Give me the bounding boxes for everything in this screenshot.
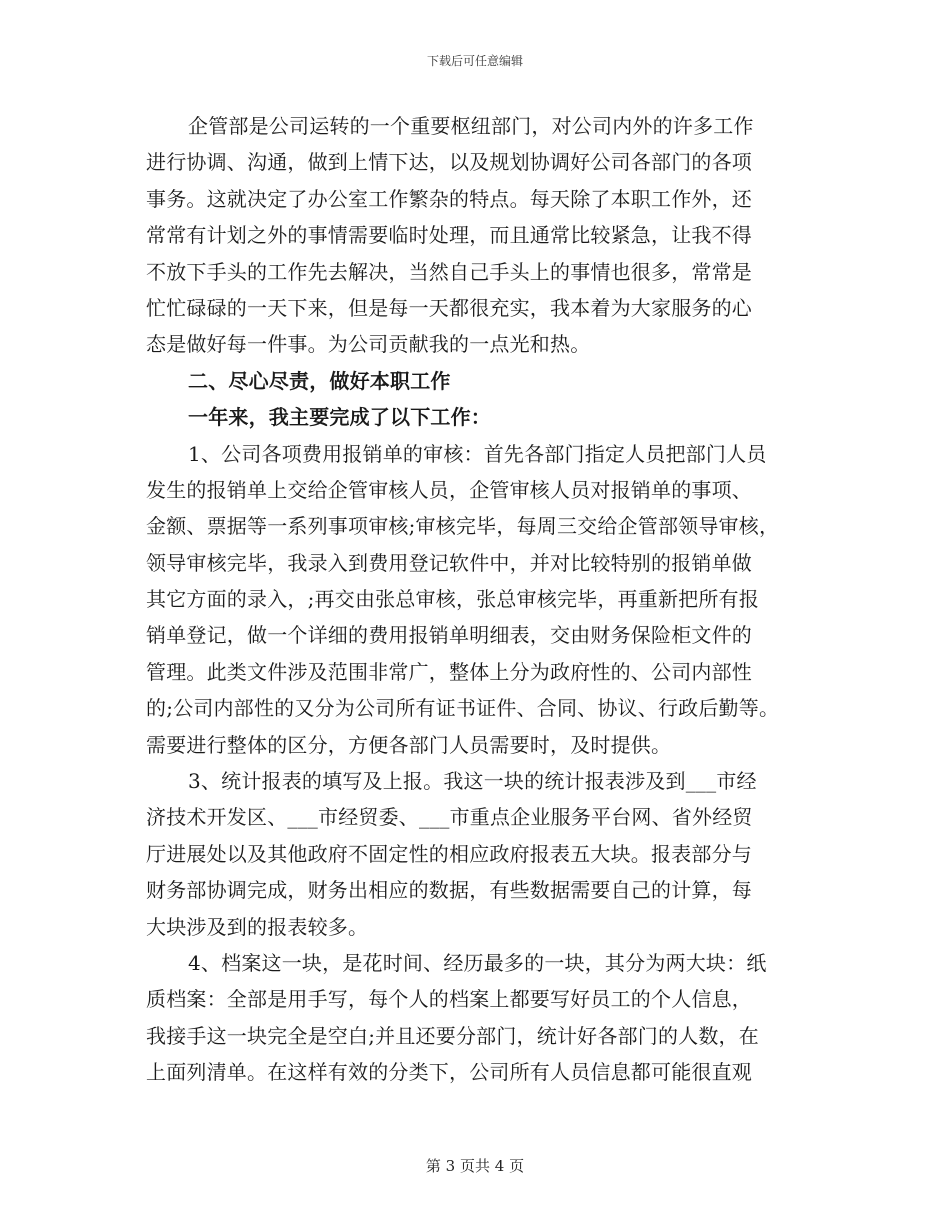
- paragraph-line: 销单登记，做一个详细的费用报销单明细表，交由财务保险柜文件的: [146, 623, 752, 648]
- paragraph-line: 济技术开发区、___市经贸委、___市重点企业服务平台网、省外经贸: [146, 805, 753, 830]
- paragraph-line: 不放下手头的工作先去解决，当然自己手头上的事情也很多，常常是: [146, 259, 752, 284]
- paragraph-line: 财务部协调完成，财务出相应的数据，有些数据需要自己的计算，每: [146, 878, 752, 903]
- paragraph-line: 上面列清单。在这样有效的分类下，公司所有人员信息都可能很直观: [146, 1060, 752, 1085]
- paragraph-line: 大块涉及到的报表较多。: [146, 914, 369, 939]
- paragraph-line: 其它方面的录入，;再交由张总审核，张总审核完毕，再重新把所有报: [146, 587, 759, 612]
- paragraph-line: 厅进展处以及其他政府不固定性的相应政府报表五大块。报表部分与: [146, 841, 752, 866]
- paragraph-line: 我接手这一块完全是空白;并且还要分部门，统计好各部门的人数，在: [146, 1023, 759, 1048]
- paragraph-line: 管理。此类文件涉及范围非常广，整体上分为政府性的、公司内部性: [146, 659, 752, 684]
- paragraph-line: 3、统计报表的填写及上报。我这一块的统计报表涉及到___市经: [188, 769, 757, 794]
- page-number-footer: 第 3 页共 4 页: [425, 1157, 525, 1175]
- paragraph-line: 金额、票据等一系列事项审核;审核完毕，每周三交给企管部领导审核，: [146, 514, 780, 539]
- section-heading-line: 一年来，我主要完成了以下工作：: [188, 405, 491, 430]
- paragraph-line: 领导审核完毕，我录入到费用登记软件中，并对比较特别的报销单做: [146, 550, 752, 575]
- page-header: 下载后可任意编辑: [426, 54, 523, 68]
- paragraph-line: 态是做好每一件事。为公司贡献我的一点光和热。: [146, 332, 591, 357]
- paragraph-line: 质档案：全部是用手写，每个人的档案上都要写好员工的个人信息，: [146, 987, 752, 1012]
- paragraph-line: 进行协调、沟通，做到上情下达，以及规划协调好公司各部门的各项: [146, 150, 752, 175]
- paragraph-line: 忙忙碌碌的一天下来，但是每一天都很充实，我本着为大家服务的心: [146, 295, 752, 320]
- paragraph-line: 常常有计划之外的事情需要临时处理，而且通常比较紧急，让我不得: [146, 223, 752, 248]
- paragraph-line: 发生的报销单上交给企管审核人员，企管审核人员对报销单的事项、: [146, 477, 752, 502]
- paragraph-line: 的;公司内部性的又分为公司所有证书证件、合同、协议、行政后勤等。: [146, 696, 780, 721]
- paragraph-line: 4、档案这一块，是花时间、经历最多的一块，其分为两大块：纸: [188, 950, 767, 975]
- paragraph-line: 企管部是公司运转的一个重要枢纽部门，对公司内外的许多工作: [188, 114, 754, 138]
- document-body: [146, 108, 810, 1091]
- paragraph-line: 1、公司各项费用报销单的审核：首先各部门指定人员把部门人员: [188, 441, 767, 466]
- section-heading-line: 二、尽心尽责，做好本职工作: [188, 368, 451, 393]
- paragraph-line: 需要进行整体的区分，方便各部门人员需要时，及时提供。: [146, 732, 672, 757]
- paragraph-line: 事务。这就决定了办公室工作繁杂的特点。每天除了本职工作外，还: [146, 186, 752, 211]
